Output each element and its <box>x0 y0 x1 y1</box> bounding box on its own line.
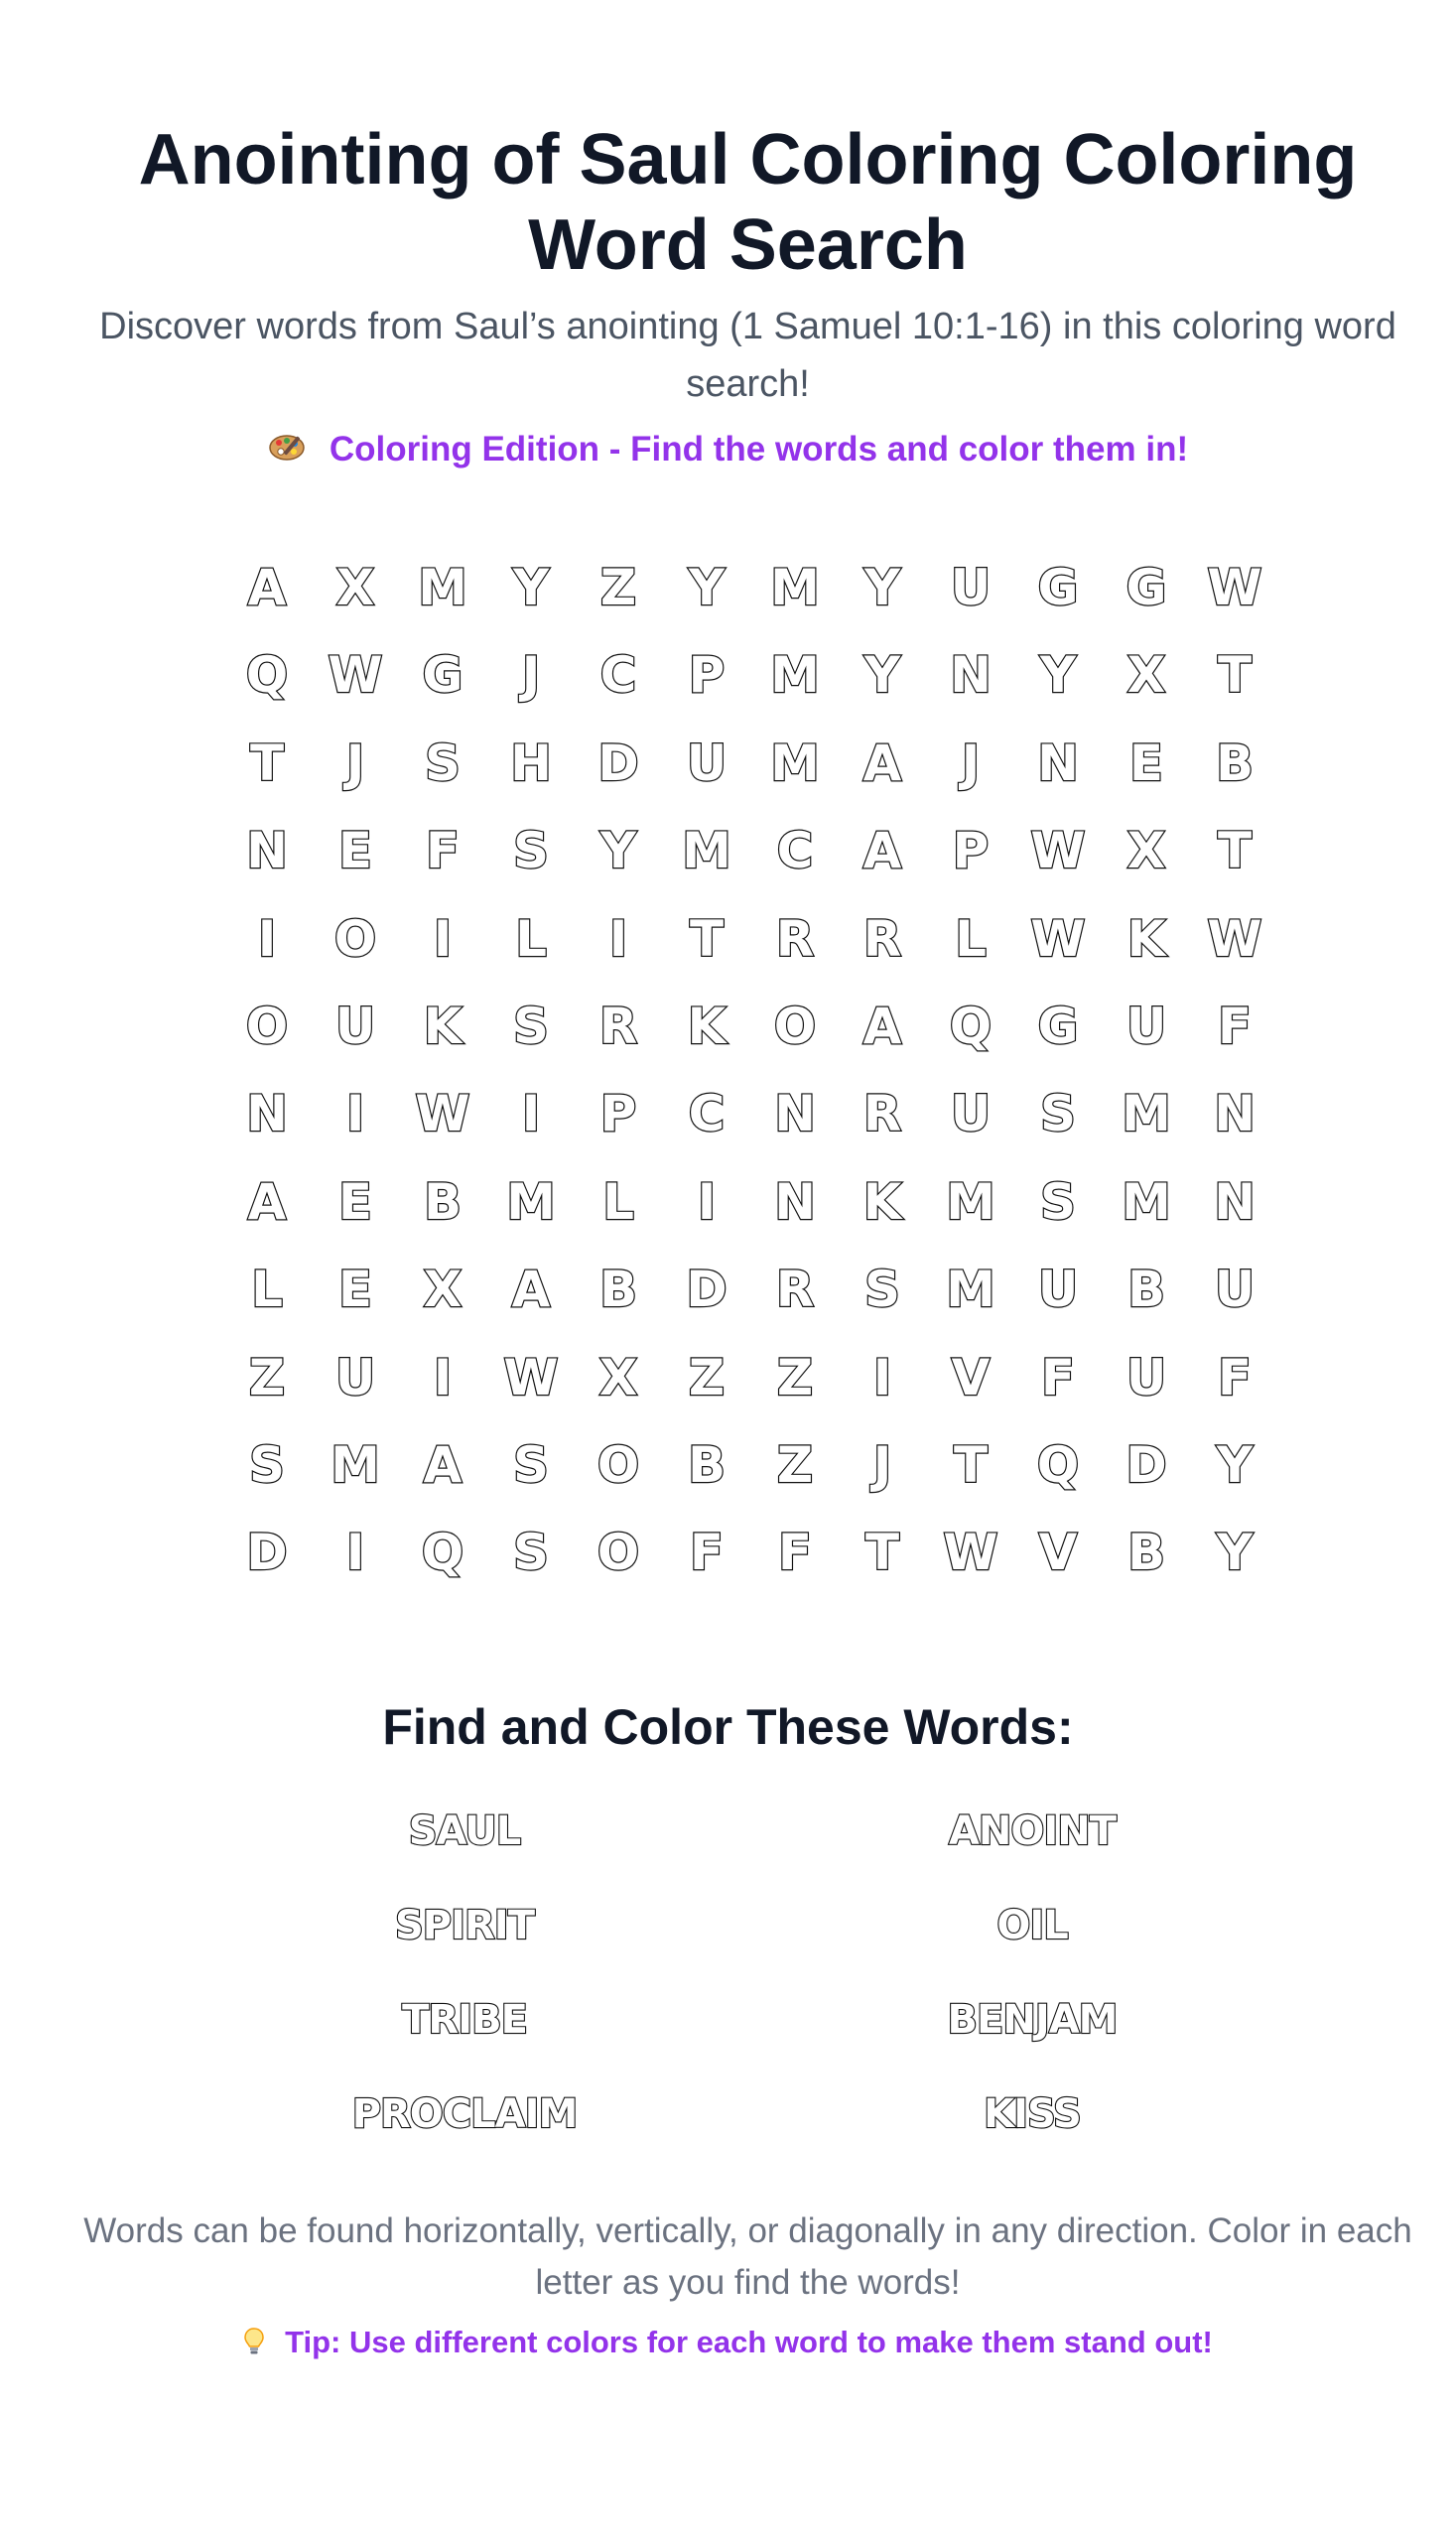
grid-letter-cell[interactable]: P <box>952 822 990 879</box>
grid-letter-cell[interactable]: U <box>686 735 728 792</box>
grid-letter-cell[interactable]: W <box>1030 910 1086 968</box>
grid-letter-cell[interactable]: K <box>423 998 463 1055</box>
grid-letter-cell[interactable]: N <box>1214 1085 1256 1142</box>
grid-letter-cell[interactable]: M <box>506 1173 556 1231</box>
grid-letter-cell[interactable]: L <box>515 910 547 968</box>
grid-letter-cell[interactable]: R <box>598 998 638 1055</box>
grid-letter-cell[interactable]: E <box>337 1173 373 1231</box>
grid-letter-cell[interactable]: W <box>943 1524 998 1581</box>
grid-letter-cell[interactable]: F <box>1040 1349 1076 1406</box>
grid-letter-cell[interactable]: A <box>862 822 902 879</box>
grid-letter-cell[interactable]: W <box>415 1085 470 1142</box>
grid-letter-cell[interactable]: U <box>950 1085 992 1142</box>
edition-label: Coloring Edition - Find the words and color them in! <box>329 430 1189 468</box>
page-title: Anointing of Saul Coloring Coloring Word Search <box>138 120 1358 285</box>
grid-letter-cell[interactable]: X <box>423 1261 463 1318</box>
grid-letter-cell[interactable]: Q <box>1036 1436 1080 1494</box>
grid-letter-cell[interactable]: W <box>503 1349 559 1406</box>
grid-letter-cell[interactable]: V <box>951 1349 991 1406</box>
grid-letter-cell[interactable]: D <box>686 1261 728 1318</box>
grid-letter-cell[interactable]: A <box>862 735 902 792</box>
grid-letter-cell[interactable]: U <box>1214 1261 1256 1318</box>
grid-letter-cell[interactable]: A <box>247 559 287 616</box>
grid-letter-cell[interactable]: J <box>961 735 981 792</box>
grid-letter-cell[interactable]: E <box>337 1261 373 1318</box>
grid-letter-cell[interactable]: P <box>599 1085 637 1142</box>
grid-letter-cell[interactable]: M <box>770 559 820 616</box>
grid-letter-cell[interactable]: I <box>608 910 628 968</box>
grid-letter-cell[interactable]: U <box>950 559 992 616</box>
grid-letter-cell[interactable]: N <box>246 1085 288 1142</box>
grid-letter-cell[interactable]: B <box>687 1436 727 1494</box>
grid-letter-cell[interactable]: M <box>418 559 467 616</box>
grid-letter-cell[interactable]: H <box>510 735 552 792</box>
grid-letter-cell[interactable]: G <box>1037 559 1079 616</box>
grid-letter-cell[interactable]: T <box>1217 822 1253 879</box>
page-subtitle: Discover words from Saul’s anointing (1 Samuel 10:1-16) in this coloring word search! <box>99 306 1396 405</box>
grid-letter-cell[interactable]: I <box>345 1085 365 1142</box>
grid-letter-cell[interactable]: W <box>1207 559 1262 616</box>
grid-letter-cell[interactable]: S <box>1039 1085 1076 1142</box>
grid-letter-cell[interactable]: A <box>247 1173 287 1231</box>
grid-letter-cell[interactable]: I <box>345 1524 365 1581</box>
instructions-text: Words can be found horizontally, vertically, or diagonally in any direction. Color in each letter as you find the words! <box>83 2211 1412 2302</box>
grid-letter-cell[interactable]: D <box>597 735 639 792</box>
grid-letter-cell[interactable]: Z <box>248 1349 286 1406</box>
grid-letter-cell[interactable]: M <box>1122 1173 1171 1231</box>
grid-letter-cell[interactable]: M <box>770 735 820 792</box>
grid-letter-cell[interactable]: F <box>1217 998 1253 1055</box>
grid-letter-cell[interactable]: X <box>1126 822 1166 879</box>
grid-letter-cell[interactable]: B <box>598 1261 638 1318</box>
grid-letter-cell[interactable]: L <box>251 1261 283 1318</box>
word-search-grid <box>223 544 1275 1606</box>
grid-letter-cell[interactable]: G <box>1125 559 1167 616</box>
grid-letter-cell[interactable]: M <box>770 646 820 704</box>
grid-letter-cell[interactable]: L <box>602 1173 634 1231</box>
grid-letter-cell[interactable]: Q <box>245 646 289 704</box>
grid-letter-cell[interactable]: L <box>955 910 987 968</box>
grid-letter-cell[interactable]: N <box>774 1085 816 1142</box>
grid-letter-cell[interactable]: N <box>1037 735 1079 792</box>
grid-letter-cell[interactable]: D <box>246 1524 288 1581</box>
grid-letter-cell[interactable]: Y <box>1039 646 1077 704</box>
edition-banner <box>0 427 1456 472</box>
word-bank-item: TRIBE <box>402 1997 527 2043</box>
grid-letter-cell[interactable]: R <box>775 910 815 968</box>
grid-letter-cell[interactable]: S <box>512 1436 549 1494</box>
grid-letter-cell[interactable]: J <box>872 1436 892 1494</box>
grid-letter-cell[interactable]: Y <box>1216 1524 1254 1581</box>
grid-letter-cell[interactable]: S <box>1039 1173 1076 1231</box>
grid-letter-cell[interactable]: F <box>777 1524 813 1581</box>
grid-letter-cell[interactable]: T <box>953 1436 989 1494</box>
grid-letter-cell[interactable]: N <box>774 1173 816 1231</box>
grid-letter-cell[interactable]: Y <box>863 646 901 704</box>
word-bank-item: ANOINT <box>948 1808 1117 1854</box>
grid-letter-cell[interactable]: I <box>521 1085 541 1142</box>
grid-letter-cell[interactable]: I <box>872 1349 892 1406</box>
grid-letter-cell[interactable]: B <box>1126 1261 1166 1318</box>
grid-letter-cell[interactable]: I <box>697 1173 717 1231</box>
grid-letter-cell[interactable]: J <box>345 735 365 792</box>
grid-letter-cell[interactable]: A <box>511 1261 551 1318</box>
grid-letter-cell[interactable]: G <box>1037 998 1079 1055</box>
grid-letter-cell[interactable]: U <box>1037 1261 1079 1318</box>
grid-letter-cell[interactable]: U <box>1125 998 1167 1055</box>
grid-letter-cell[interactable]: Y <box>863 559 901 616</box>
word-bank-heading: Find and Color These Words: <box>382 1699 1074 1755</box>
grid-letter-cell[interactable]: R <box>775 1261 815 1318</box>
grid-letter-cell[interactable]: S <box>512 1524 549 1581</box>
grid-letter-cell[interactable]: M <box>946 1173 995 1231</box>
tip-text: Tip: Use different colors for each word to make them stand out! <box>285 2325 1213 2359</box>
grid-letter-cell[interactable]: J <box>521 646 541 704</box>
grid-letter-cell[interactable]: W <box>328 646 383 704</box>
grid-letter-cell[interactable]: S <box>512 998 549 1055</box>
grid-letter-cell[interactable]: Y <box>688 559 726 616</box>
word-bank-item: SPIRIT <box>395 1903 534 1948</box>
grid-letter-cell[interactable]: F <box>689 1524 725 1581</box>
grid-letter-cell[interactable]: X <box>335 559 375 616</box>
grid-letter-cell[interactable]: T <box>249 735 285 792</box>
grid-letter-cell[interactable]: S <box>512 822 549 879</box>
grid-letter-cell[interactable]: F <box>425 822 461 879</box>
grid-letter-cell[interactable]: I <box>433 910 453 968</box>
grid-letter-cell[interactable]: Q <box>949 998 993 1055</box>
grid-letter-cell[interactable]: C <box>599 646 637 704</box>
grid-letter-cell[interactable]: B <box>1126 1524 1166 1581</box>
grid-letter-cell[interactable]: K <box>862 1173 902 1231</box>
word-bank-item: BENJAM <box>947 1997 1118 2043</box>
grid-letter-cell[interactable]: E <box>337 822 373 879</box>
grid-letter-cell[interactable]: N <box>1214 1173 1256 1231</box>
grid-letter-cell[interactable]: Z <box>688 1349 726 1406</box>
word-bank-item: SAUL <box>408 1808 521 1854</box>
grid-letter-cell[interactable]: A <box>862 998 902 1055</box>
grid-letter-cell[interactable]: W <box>1030 822 1086 879</box>
grid-letter-cell[interactable]: Z <box>599 559 637 616</box>
grid-letter-cell[interactable]: U <box>334 1349 376 1406</box>
grid-letter-cell[interactable]: S <box>863 1261 900 1318</box>
grid-letter-cell[interactable]: T <box>864 1524 900 1581</box>
grid-letter-cell[interactable]: X <box>1126 646 1166 704</box>
word-bank-list <box>179 1802 1277 2189</box>
grid-letter-cell[interactable]: O <box>596 1524 640 1581</box>
grid-letter-cell[interactable]: N <box>950 646 992 704</box>
grid-letter-cell[interactable]: S <box>424 735 461 792</box>
grid-letter-cell[interactable]: T <box>689 910 725 968</box>
grid-letter-cell[interactable]: B <box>423 1173 463 1231</box>
grid-letter-cell[interactable]: V <box>1038 1524 1078 1581</box>
palette-icon <box>268 429 306 459</box>
grid-letter-cell[interactable]: C <box>688 1085 726 1142</box>
grid-letter-cell[interactable]: M <box>682 822 731 879</box>
grid-letter-cell[interactable]: T <box>1217 646 1253 704</box>
grid-letter-cell[interactable]: S <box>248 1436 285 1494</box>
grid-letter-cell[interactable]: F <box>1217 1349 1253 1406</box>
grid-letter-cell[interactable]: Y <box>599 822 637 879</box>
grid-letter-cell[interactable]: E <box>1128 735 1164 792</box>
word-bank-item: KISS <box>984 2091 1081 2137</box>
grid-letter-cell[interactable]: O <box>333 910 377 968</box>
grid-letter-cell[interactable]: Z <box>776 1349 814 1406</box>
grid-letter-cell[interactable]: D <box>1125 1436 1167 1494</box>
grid-letter-cell[interactable]: M <box>331 1436 380 1494</box>
grid-letter-cell[interactable]: U <box>1125 1349 1167 1406</box>
grid-letter-cell[interactable]: G <box>422 646 463 704</box>
grid-letter-cell[interactable]: X <box>598 1349 638 1406</box>
grid-letter-cell[interactable]: C <box>776 822 814 879</box>
grid-letter-cell[interactable]: K <box>1126 910 1166 968</box>
grid-letter-cell[interactable]: Y <box>1216 1436 1254 1494</box>
grid-letter-cell[interactable]: A <box>423 1436 463 1494</box>
tip-banner <box>0 2321 1456 2364</box>
grid-letter-cell[interactable]: R <box>862 1085 902 1142</box>
grid-letter-cell[interactable]: Z <box>776 1436 814 1494</box>
lightbulb-icon <box>243 2325 265 2354</box>
grid-letter-cell[interactable]: U <box>334 998 376 1055</box>
grid-letter-cell[interactable]: O <box>245 998 289 1055</box>
grid-letter-cell[interactable]: M <box>1122 1085 1171 1142</box>
grid-letter-cell[interactable]: W <box>1207 910 1262 968</box>
grid-letter-cell[interactable]: I <box>433 1349 453 1406</box>
grid-letter-cell[interactable]: O <box>596 1436 640 1494</box>
word-bank-item: OIL <box>996 1903 1068 1948</box>
grid-letter-cell[interactable]: M <box>946 1261 995 1318</box>
grid-letter-cell[interactable]: I <box>257 910 277 968</box>
grid-letter-cell[interactable]: Q <box>421 1524 464 1581</box>
grid-letter-cell[interactable]: B <box>1215 735 1255 792</box>
word-bank-item: PROCLAIM <box>351 2091 578 2137</box>
grid-letter-cell[interactable]: K <box>687 998 727 1055</box>
grid-letter-cell[interactable]: N <box>246 822 288 879</box>
grid-letter-cell[interactable]: Y <box>512 559 550 616</box>
grid-letter-cell[interactable]: R <box>862 910 902 968</box>
grid-letter-cell[interactable]: O <box>773 998 817 1055</box>
grid-letter-cell[interactable]: P <box>688 646 726 704</box>
